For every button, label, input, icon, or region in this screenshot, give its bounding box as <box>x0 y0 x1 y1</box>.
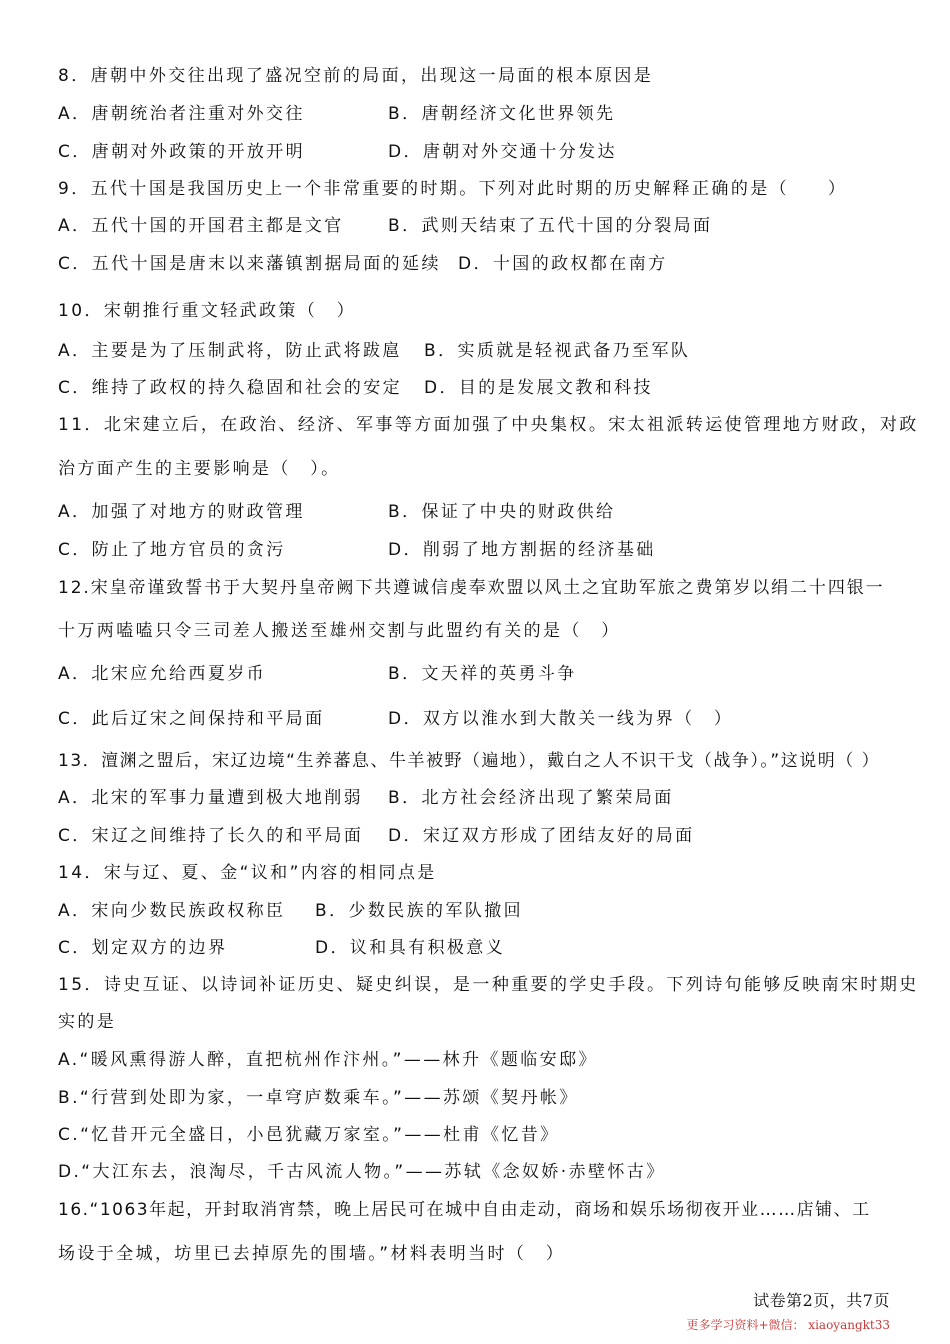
q11-option-d: D．削弱了地方割据的经济基础 <box>388 540 656 560</box>
q9-stem: 9．五代十国是我国历史上一个非常重要的时期。下列对此时期的历史解释正确的是（ ） <box>58 179 848 199</box>
q8-option-c: C．唐朝对外政策的开放开明 <box>58 142 306 162</box>
q15-option-d: D.“大江东去，浪淘尽，千古风流人物。”——苏轼《念奴娇·赤壁怀古》 <box>58 1162 666 1182</box>
q13-option-d: D．宋辽双方形成了团结友好的局面 <box>388 826 695 846</box>
q12-option-b: B．文天祥的英勇斗争 <box>388 664 577 684</box>
q10-option-c: C．维持了政权的持久稳固和社会的安定 <box>58 378 403 398</box>
q10-option-a: A．主要是为了压制武将，防止武将跋扈 <box>58 341 402 361</box>
q11-stem-line1: 11．北宋建立后，在政治、经济、军事等方面加强了中央集权。宋太祖派转运使管理地方财政，对政 <box>58 415 919 435</box>
q8-option-b: B．唐朝经济文化世界领先 <box>388 104 616 124</box>
q12-option-c: C．此后辽宋之间保持和平局面 <box>58 709 325 729</box>
q11-option-c: C．防止了地方官员的贪污 <box>58 540 286 560</box>
q10-option-d: D．目的是发展文教和科技 <box>424 378 653 398</box>
page-number: 试卷第2页，共7页 <box>753 1291 890 1310</box>
watermark-text: 更多学习资料+微信： xiaoyangkt33 <box>686 1318 890 1332</box>
q15-option-a: A.“暖风熏得游人醉，直把杭州作汴州。”——林升《题临安邸》 <box>58 1050 598 1070</box>
q12-stem-line1: 12.宋皇帝谨致誓书于大契丹皇帝阙下共遵诚信虔奉欢盟以风土之宜助军旅之费第岁以绢二十四银一 <box>58 578 885 598</box>
q11-option-b: B．保证了中央的财政供给 <box>388 502 616 522</box>
q16-stem-line1: 16.“1063年起，开封取消宵禁，晚上居民可在城中自由走动，商场和娱乐场彻夜开业……店铺、工 <box>58 1200 871 1220</box>
q10-option-b: B．实质就是轻视武备乃至军队 <box>424 341 691 361</box>
q9-option-d: D．十国的政权都在南方 <box>458 254 668 274</box>
q11-stem-line2: 治方面产生的主要影响是（ ）。 <box>58 459 341 479</box>
q15-option-b: B.“行营到处即为家，一卓穹庐数乘车。”——苏颂《契丹帐》 <box>58 1088 579 1108</box>
q10-stem: 10．宋朝推行重文轻武政策（ ） <box>58 301 357 321</box>
q15-option-c: C.“忆昔开元全盛日，小邑犹藏万家室。”——杜甫《忆昔》 <box>58 1125 560 1145</box>
q14-option-c: C．划定双方的边界 <box>58 938 228 958</box>
q9-option-c: C．五代十国是唐末以来藩镇割据局面的延续 <box>58 254 441 274</box>
q8-option-a: A．唐朝统治者注重对外交往 <box>58 104 305 124</box>
q15-stem-line1: 15．诗史互证、以诗词补证历史、疑史纠误，是一种重要的学史手段。下列诗句能够反映南宋时期史 <box>58 975 919 995</box>
q11-option-a: A．加强了对地方的财政管理 <box>58 502 305 522</box>
q9-option-b: B．武则天结束了五代十国的分裂局面 <box>388 216 713 236</box>
q14-option-d: D．议和具有积极意义 <box>315 938 506 958</box>
q13-option-c: C．宋辽之间维持了长久的和平局面 <box>58 826 364 846</box>
q15-stem-line2: 实的是 <box>58 1012 117 1032</box>
q14-option-b: B．少数民族的军队撤回 <box>315 901 524 921</box>
q13-stem: 13．澶渊之盟后，宋辽边境“生养蕃息、牛羊被野（遍地），戴白之人不识干戈（战争）。”这说明（ ） <box>58 751 881 771</box>
q12-stem-line2: 十万两嗑嗑只令三司差人搬送至雄州交割与此盟约有关的是（ ） <box>58 621 621 641</box>
q12-option-a: A．北宋应允给西夏岁币 <box>58 664 267 684</box>
q16-stem-line2: 场设于全城，坊里已去掉原先的围墙。”材料表明当时（ ） <box>58 1244 566 1264</box>
q13-option-b: B．北方社会经济出现了繁荣局面 <box>388 788 674 808</box>
q14-option-a: A．宋向少数民族政权称臣 <box>58 901 286 921</box>
q8-stem: 8．唐朝中外交往出现了盛况空前的局面，出现这一局面的根本原因是 <box>58 66 654 86</box>
q8-option-d: D．唐朝对外交通十分发达 <box>388 142 617 162</box>
q9-option-a: A．五代十国的开国君主都是文官 <box>58 216 344 236</box>
q14-stem: 14．宋与辽、夏、金“议和”内容的相同点是 <box>58 863 437 883</box>
q13-option-a: A．北宋的军事力量遭到极大地削弱 <box>58 788 364 808</box>
q12-option-d: D．双方以淮水到大散关一线为界（ ） <box>388 709 734 729</box>
